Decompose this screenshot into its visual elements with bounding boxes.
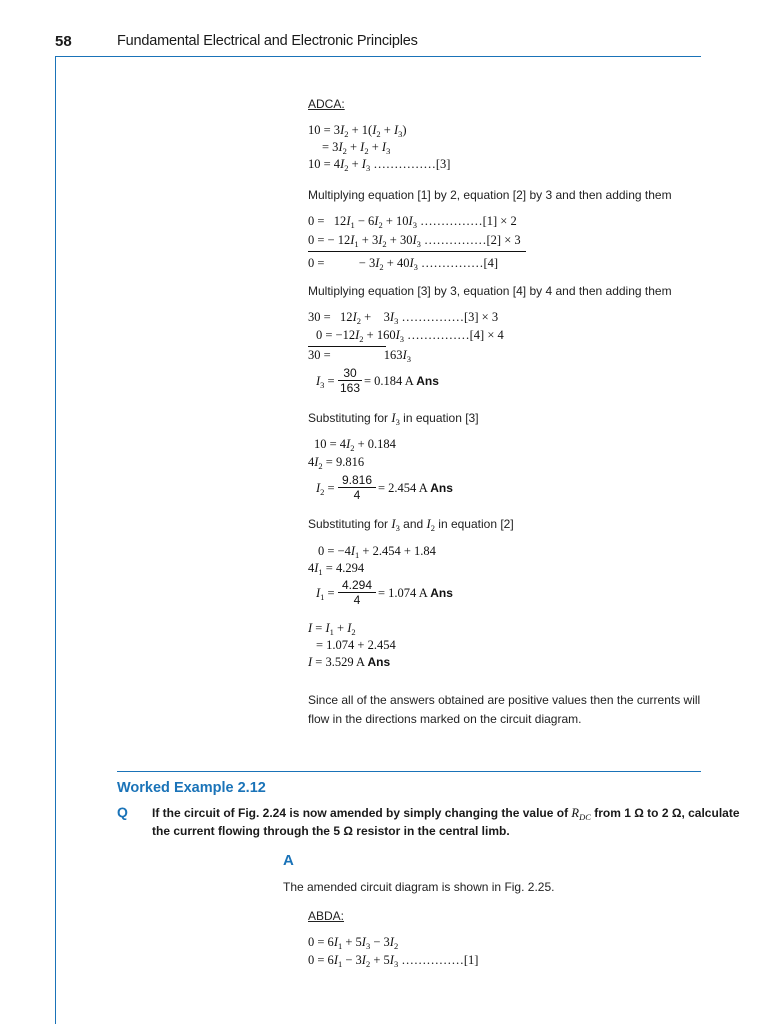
adca-label: ADCA: — [308, 97, 345, 111]
step4-eq-2: $4I_1 = 4.294$ — [308, 561, 365, 577]
step4-eq-1: $0 = -4I_1 + 2.454 + 1.84$ — [318, 544, 436, 560]
i3-numerator: 30 — [343, 366, 357, 380]
i2-fraction — [338, 473, 376, 502]
ans-label: Ans — [430, 586, 453, 600]
i3-denominator: 163 — [339, 381, 361, 395]
step2-eq-2: $0 = -12I_2 + 160I_3$ ……………[4] × 4 — [316, 328, 504, 344]
i1-numerator: 4.294 — [341, 578, 373, 592]
i2-denominator: 4 — [353, 488, 361, 502]
i2-numerator: 9.816 — [341, 473, 373, 487]
answer-intro: The amended circuit diagram is shown in Fig. 2.25. — [283, 880, 555, 894]
adca-eq-2: = $3I_2 + I_2 + I_3$ — [322, 140, 391, 156]
i1-result: = 1.074 A Ans — [378, 586, 453, 600]
step1-eq-1: $0 = 12I_1 - 6I_2 + 10I_3$ ……………[1] × 2 — [308, 214, 517, 230]
step3-eq-2: $4I_2 = 9.816$ — [308, 455, 365, 471]
i3-symbol: $I_3$ = — [316, 374, 335, 390]
margin-rule — [55, 56, 56, 1024]
header-rule — [55, 56, 701, 57]
i1-denominator: 4 — [353, 593, 361, 607]
question-marker: Q — [117, 804, 128, 820]
i2-result: = 2.454 A Ans — [378, 481, 453, 495]
step2-sum-rule — [308, 346, 386, 347]
abda-eq-2: $0 = 6I_1 - 3I_2 + 5I_3$ ……………[1] — [308, 953, 479, 969]
step2-eq-1: $30 = 12I_2$ + $3I_3$ ……………[3] × 3 — [308, 310, 499, 326]
ans-label: Ans — [430, 481, 453, 495]
running-title: Fundamental Electrical and Electronic Principles — [117, 33, 418, 49]
adca-eq-3: $10 = 4I_2 + I_3$ ……………[3] — [308, 157, 451, 173]
step5-eq-1: $I = I_1 + I_2$ — [308, 621, 356, 637]
i3-fraction — [338, 366, 362, 395]
step4-text: Substituting for $I_3$ and $I_2$ in equation [2] — [308, 517, 514, 533]
i2-symbol: $I_2$ = — [316, 481, 335, 497]
step2-eq-3: 30 = $163I_3$ — [308, 348, 411, 364]
worked-example-rule — [117, 771, 701, 772]
step1-eq-2: 0 = − $12I_1 + 3I_2 + 30I_3$ ……………[2] × 3 — [308, 233, 521, 249]
step5-eq-3: I = 3.529 A Ans — [308, 655, 391, 669]
ans-label: Ans — [367, 655, 391, 669]
ans-label: Ans — [416, 374, 439, 388]
page-number: 58 — [55, 33, 72, 50]
i3-result: = 0.184 A Ans — [364, 374, 439, 388]
step3-eq-1: $10 = 4I_2 + 0.184$ — [314, 437, 396, 453]
abda-label: ABDA: — [308, 909, 345, 923]
worked-example-title: Worked Example 2.12 — [117, 780, 266, 796]
i1-symbol: $I_1$ = — [316, 586, 335, 602]
i1-fraction — [338, 578, 376, 607]
question-line-2: the current flowing through the 5 Ω resistor in the central limb. — [152, 824, 510, 838]
step1-sum-rule — [308, 251, 526, 252]
step5-eq-2: = 1.074 + 2.454 — [316, 638, 396, 652]
step1-text: Multiplying equation [1] by 2, equation [2] by 3 and then adding them — [308, 188, 672, 202]
answer-marker: A — [283, 852, 294, 869]
step2-text: Multiplying equation [3] by 3, equation [4] by 4 and then adding them — [308, 284, 672, 298]
step1-eq-3: 0 = − $3I_2 + 40I_3$ ……………[4] — [308, 256, 499, 272]
abda-eq-1: $0 = 6I_1 + 5I_3 - 3I_2$ — [308, 935, 399, 951]
conclusion-line-2: flow in the directions marked on the circuit diagram. — [308, 712, 582, 726]
conclusion-line-1: Since all of the answers obtained are positive values then the currents will — [308, 693, 701, 707]
adca-eq-1: $10 = 3I_2 + 1(I_2 + I_3)$ — [308, 123, 407, 139]
step3-text: Substituting for $I_3$ in equation [3] — [308, 411, 479, 427]
question-line-1: If the circuit of Fig. 2.24 is now amended by simply changing the value of $R_{DC}$ from 1 Ω to 2 Ω, calculate — [152, 806, 740, 822]
